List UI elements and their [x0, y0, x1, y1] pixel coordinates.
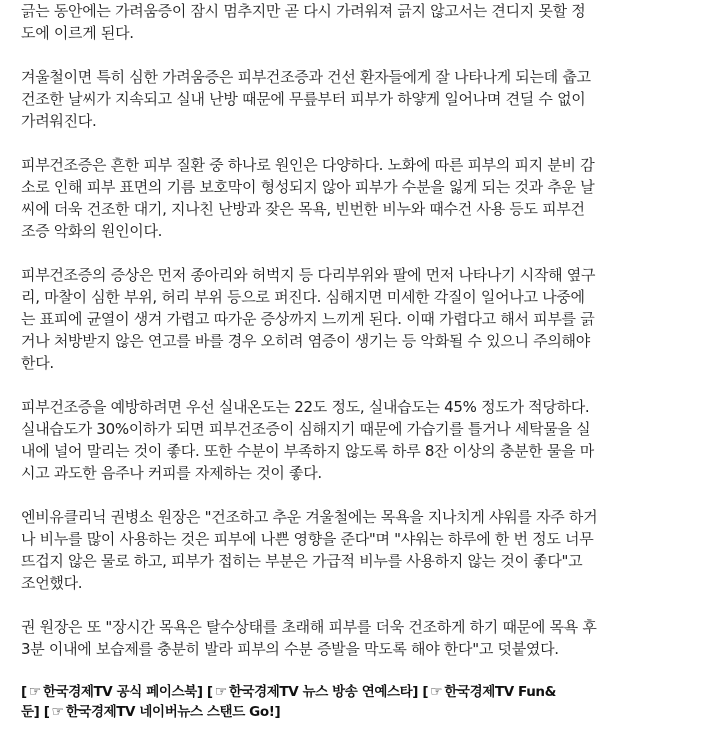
- article-paragraph-1: 긁는 동안에는 가려움증이 잠시 멈추지만 곧 다시 가려워져 긁지 않고서는 견디지 못할 정 도에 이르게 된다.: [21, 2, 586, 42]
- paragraph-spacer: [21, 242, 671, 264]
- paragraph-spacer: [21, 374, 671, 396]
- paragraph-spacer: [21, 44, 671, 66]
- paragraph-spacer: [21, 484, 671, 506]
- paragraph-spacer: [21, 132, 671, 154]
- related-links: [21, 682, 671, 722]
- pointing-hand-icon: ☞: [430, 684, 443, 700]
- article-paragraph-7: 권 원장은 또 "장시간 목욕은 탈수상태를 초래해 피부를 더욱 건조하게 하기 때문에 목욕 후 3분 이내에 보습제를 충분히 발라 피부의 수분 증발을 막도록 해야 한다"고 덧붙였다.: [21, 618, 597, 658]
- link-naver-stand[interactable]: [ ☞ 한국경제TV 네이버뉴스 스탠드 Go!]: [43, 704, 281, 720]
- article-paragraph-2: 겨울철이면 특히 심한 가려움증은 피부건조증과 건선 환자들에게 잘 나타나게 되는데 춥고 건조한 날씨가 지속되고 실내 난방 때문에 무릎부터 피부가 하얗게 일어나며 견딜 수 없이 가려워진다.: [21, 68, 591, 130]
- article-body: [21, 0, 671, 722]
- article-paragraph-3: 피부건조증은 흔한 피부 질환 중 하나로 원인은 다양하다. 노화에 따른 피부의 피지 분비 감 소로 인해 피부 표면의 기름 보호막이 형성되지 않아 피부가 수분을 잃게 되는 것과 추운 날 씨에 더욱 건조한 대기, 지나친 난방과 잦은 목욕, 빈번한 비누와 때수건 사용 등도 피부건 조증 악화의 원인이다.: [21, 156, 595, 240]
- link-naver-stand-label: 한국경제TV 네이버뉴스 스탠드 Go!: [65, 704, 275, 720]
- article-paragraph-5: 피부건조증을 예방하려면 우선 실내온도는 22도 정도, 실내습도는 45% 정도가 적당하다. 실내습도가 30%이하가 되면 피부건조증이 심해지기 때문에 가습기를 틀거나 세탁물을 실 내에 널어 말리는 것이 좋다. 또한 수분이 부족하지 않도록 하루 8잔 이상의 충분한 물을 마 시고 과도한 음주나 커피를 자제하는 것이 좋다.: [21, 398, 594, 482]
- link-fun-label: 한국경제TV Fun& 둔: [21, 684, 556, 720]
- paragraph-spacer: [21, 594, 671, 616]
- link-facebook[interactable]: [ ☞ 한국경제TV 공식 페이스북]: [21, 684, 203, 700]
- pointing-hand-icon: ☞: [214, 684, 227, 700]
- article-paragraph-6: 엔비유클리닉 권병소 원장은 "건조하고 추운 겨울철에는 목욕을 지나치게 샤워를 자주 하거 나 비누를 많이 사용하는 것은 피부에 나쁜 영향을 준다"며 "샤워는 하루에 한 번 정도 너무 뜨겁지 않은 물로 하고, 피부가 접히는 부분은 가급적 비누를 사용하지 않는 것이 좋다"고 조언했다.: [21, 508, 598, 592]
- article-paragraph-4: 피부건조증의 증상은 먼저 종아리와 허벅지 등 다리부위와 팔에 먼저 나타나기 시작해 옆구 리, 마찰이 심한 부위, 허리 부위 등으로 퍼진다. 심해지면 미세한 각질이 일어나고 나중에 는 표피에 균열이 생겨 가렵고 따가운 증상까지 느끼게 된다. 이때 가렵다고 해서 피부를 긁 거나 처방받지 않은 연고를 바를 경우 오히려 염증이 생기는 등 악화될 수 있으니 주의해야 한다.: [21, 266, 596, 372]
- link-facebook-label: 한국경제TV 공식 페이스북: [42, 684, 197, 700]
- link-news-broadcast[interactable]: [ ☞ 한국경제TV 뉴스 방송 연예스타]: [206, 684, 419, 700]
- link-fun[interactable]: [ ☞ 한국경제TV Fun& 둔]: [21, 684, 556, 720]
- pointing-hand-icon: ☞: [51, 704, 64, 720]
- pointing-hand-icon: ☞: [28, 684, 41, 700]
- link-news-broadcast-label: 한국경제TV 뉴스 방송 연예스타: [228, 684, 413, 700]
